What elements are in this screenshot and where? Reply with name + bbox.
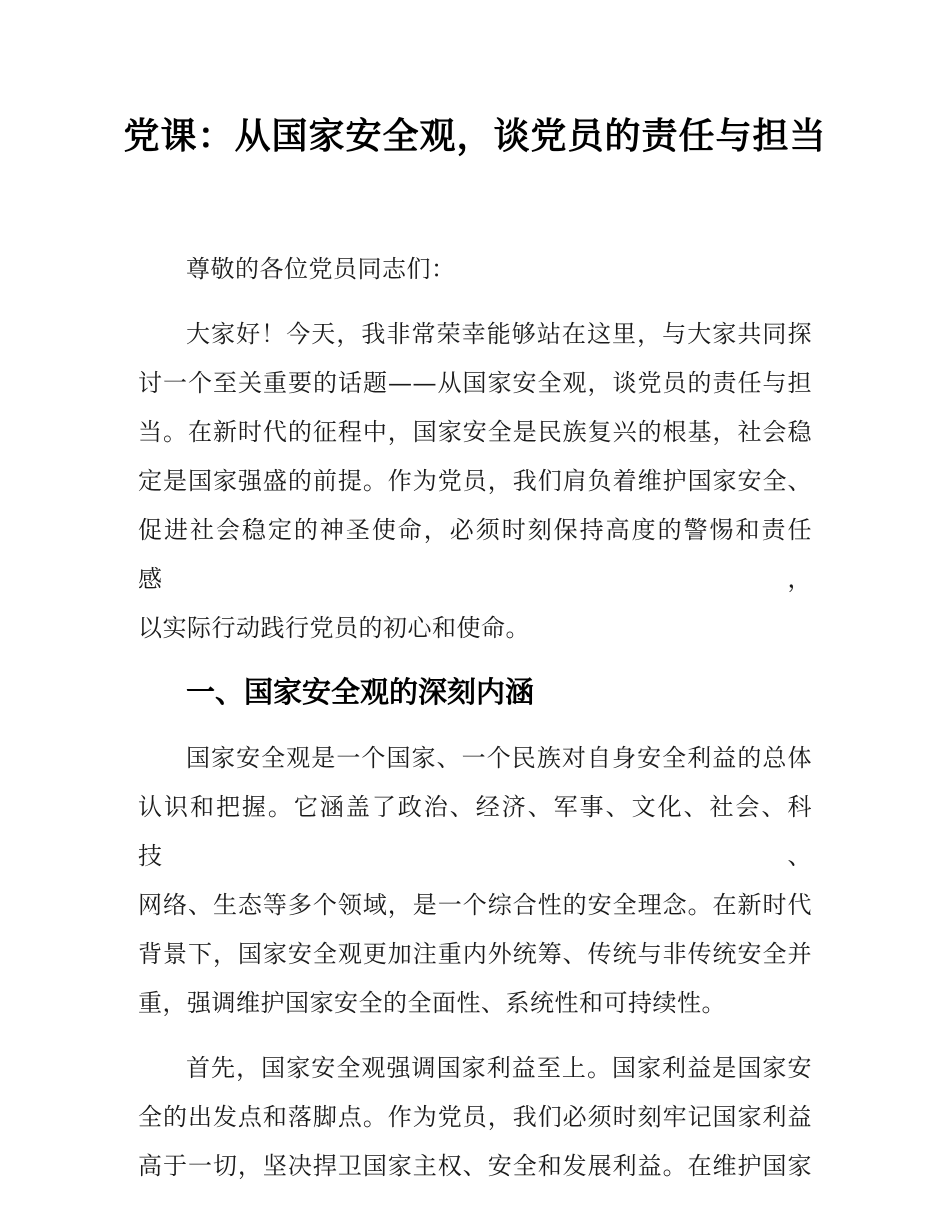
text-line: 讨一个至关重要的话题——从国家安全观，谈党员的责任与担 xyxy=(138,369,812,397)
text-line: 网络、生态等多个领域，是一个综合性的安全理念。在新时代 xyxy=(138,891,812,919)
text-line: 以实际行动践行党员的初心和使命。 xyxy=(138,614,530,642)
text-line: 全的出发点和落脚点。作为党员，我们必须时刻牢记国家利益 xyxy=(138,1103,812,1131)
text-line: 当。在新时代的征程中，国家安全是民族复兴的根基，社会稳 xyxy=(138,418,812,446)
paragraph-intro xyxy=(138,310,812,653)
text-line: 高于一切，坚决捍卫国家主权、安全和发展利益。在维护国家 xyxy=(138,1152,812,1180)
text-line: 大家好！今天，我非常荣幸能够站在这里，与大家共同探 xyxy=(186,320,812,348)
section-heading-1: 一、国家安全观的深刻内涵 xyxy=(186,677,535,709)
paragraph-section1-2 xyxy=(138,1044,812,1191)
text-line: 重，强调维护国家安全的全面性、系统性和可持续性。 xyxy=(138,989,726,1017)
text-line: 促进社会稳定的神圣使命，必须时刻保持高度的警惕和责任感， xyxy=(138,516,812,593)
paragraph-greeting xyxy=(138,245,812,294)
document-title: 党课：从国家安全观，谈党员的责任与担当 xyxy=(123,116,827,156)
text-line: 尊敬的各位党员同志们： xyxy=(186,255,456,283)
document-body xyxy=(138,245,812,1191)
text-line: 首先，国家安全观强调国家利益至上。国家利益是国家安 xyxy=(186,1054,812,1082)
paragraph-section1-1 xyxy=(138,734,812,1028)
text-line: 认识和把握。它涵盖了政治、经济、军事、文化、社会、科技、 xyxy=(138,793,812,870)
text-line: 背景下，国家安全观更加注重内外统筹、传统与非传统安全并 xyxy=(138,940,812,968)
text-line: 定是国家强盛的前提。作为党员，我们肩负着维护国家安全、 xyxy=(138,467,812,495)
text-line: 国家安全观是一个国家、一个民族对自身安全利益的总体 xyxy=(186,744,812,772)
